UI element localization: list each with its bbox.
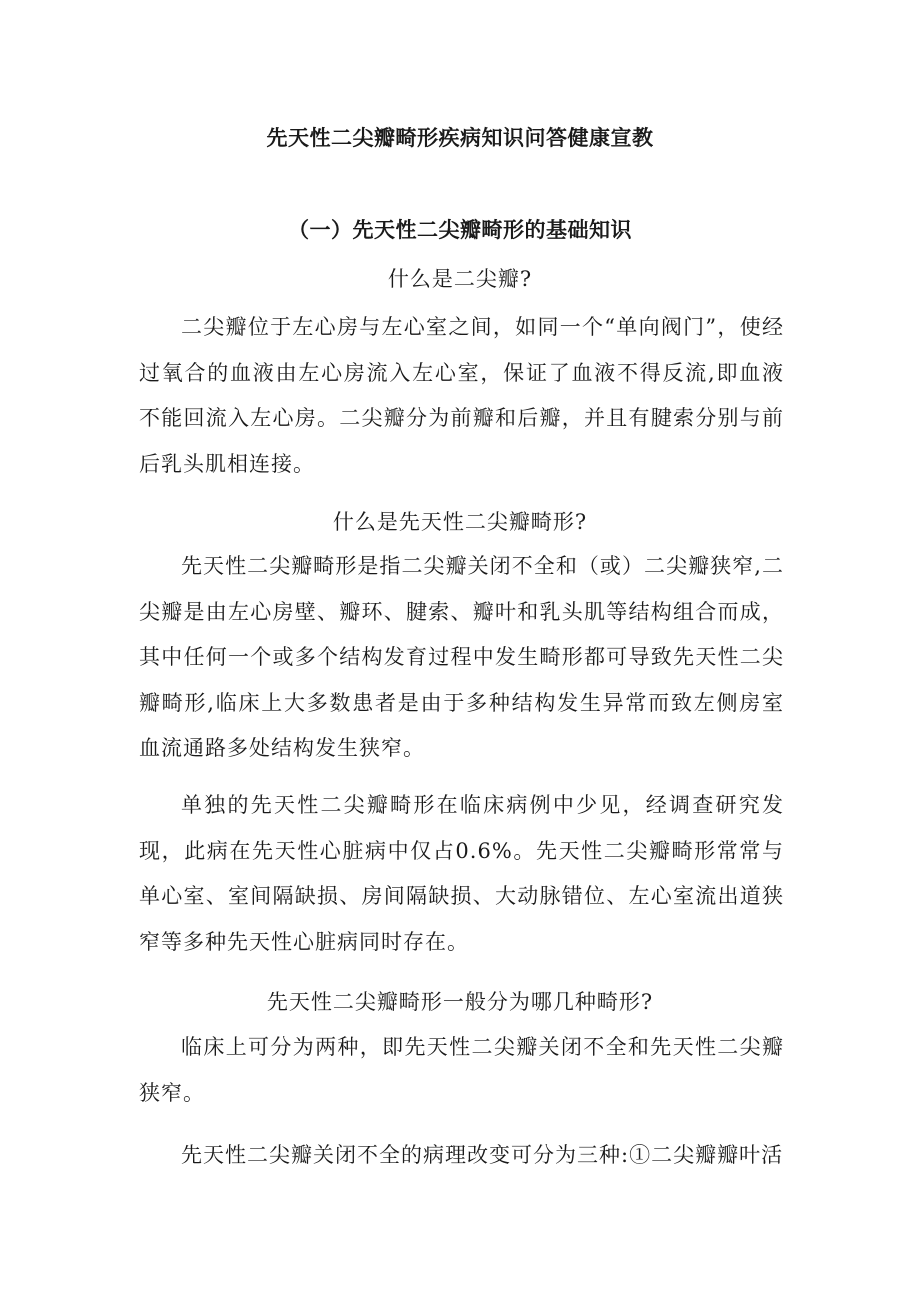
document-title: 先天性二尖瓣畸形疾病知识问答健康宣教 bbox=[266, 125, 654, 150]
answer-paragraph: 二尖瓣位于左心房与左心室之间，如同一个“单向阀门”，使经过氧合的血液由左心房流入左心室，保证了血液不得反流,即血液不能回流入左心房。二尖瓣分为前瓣和后瓣，并且有腱索分别与前后乳头肌相连接。 bbox=[139, 315, 784, 476]
question-types-of-malformation: 先天性二尖瓣畸形一般分为哪几种畸形? bbox=[266, 990, 654, 1014]
answer-paragraph: 先天性二尖瓣畸形是指二尖瓣关闭不全和（或）二尖瓣狭窄,二尖瓣是由左心房壁、瓣环、腱索、瓣叶和乳头肌等结构组合而成，其中任何一个或多个结构发育过程中发生畸形都可导致先天性二尖瓣畸形,临床上大多数患者是由于多种结构发生异常而致左侧房室血流通路多处结构发生狭窄。 bbox=[139, 554, 784, 760]
section-heading: （一）先天性二尖瓣畸形的基础知识 bbox=[288, 217, 632, 242]
answer-paragraph: 临床上可分为两种，即先天性二尖瓣关闭不全和先天性二尖瓣狭窄。 bbox=[139, 1035, 784, 1105]
answer-paragraph: 单独的先天性二尖瓣畸形在临床病例中少见，经调查研究发现，此病在先天性心脏病中仅占0.6%。先天性二尖瓣畸形常常与单心室、室间隔缺损、房间隔缺损、大动脉错位、左心室流出道狭窄等多种先天性心脏病同时存在。 bbox=[139, 793, 784, 954]
question-what-is-mitral-valve: 什么是二尖瓣? bbox=[387, 267, 533, 291]
answer-paragraph: 先天性二尖瓣关闭不全的病理改变可分为三种:①二尖瓣瓣叶活 bbox=[181, 1143, 784, 1167]
question-what-is-congenital-malformation: 什么是先天性二尖瓣畸形? bbox=[332, 510, 588, 534]
